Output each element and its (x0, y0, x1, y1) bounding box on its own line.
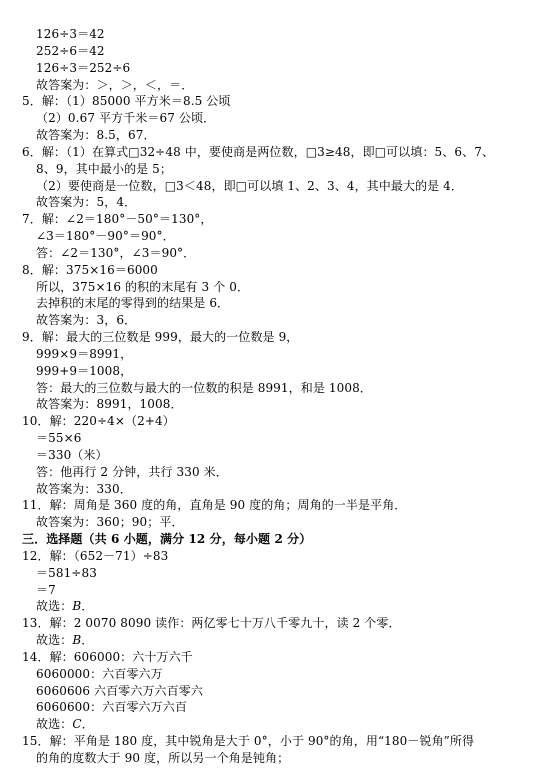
question-heading: 9．解：最大的三位数是 999，最大的一位数是 9， (22, 330, 299, 345)
text-line: 故答案为：＞，＞，＜，＝． (36, 77, 194, 92)
text-line: ∠3＝180°－90°＝90°． (36, 229, 175, 244)
text-line: 999×9＝8991， (36, 346, 133, 361)
question-heading: 14．解：606000：六十万六千 (22, 649, 193, 664)
text-line: 故答案为：330． (36, 481, 132, 496)
text-line: ＝7 (36, 582, 56, 597)
text-line: 故选：C． (36, 717, 94, 732)
text-line: 故答案为：5，4． (36, 195, 137, 210)
text-line: 答：∠2＝130°，∠3＝90°． (36, 245, 196, 260)
text-line: ＝330（米） (36, 447, 108, 462)
section-heading: 三．选择题（共 6 小题，满分 12 分，每小题 2 分） (22, 532, 312, 547)
text-line: 252÷6＝42 (36, 43, 105, 58)
question-heading: 13．解：2 0070 8090 读作：两亿零七十万八千零九十，读 2 个零． (22, 616, 401, 631)
text-line: 所以，375×16 的积的末尾有 3 个 0． (36, 279, 250, 294)
text-line: 6060600：六百零六万六百 (36, 700, 187, 715)
question-heading: 11．解：周角是 360 度的角，直角是 90 度的角；周角的一半是平角． (22, 498, 407, 513)
question-heading: 15．解：平角是 180 度，其中锐角是大于 0°，小于 90°的角，用“180－锐角”所得 (22, 734, 475, 749)
text-line: 故答案为：360；90；平． (36, 515, 184, 530)
text-line: 6060606 六百零六万六百零六 (36, 683, 203, 698)
question-heading: 12．解：（652－71）÷83 (22, 548, 169, 563)
option-letter: B (72, 633, 82, 648)
text-line: 故选：B． (36, 599, 94, 614)
text-line: 999+9＝1008， (36, 363, 133, 378)
question-heading: 7．解：∠2＝180°－50°＝130°， (22, 212, 213, 227)
option-letter: C (72, 717, 82, 732)
question-heading: 10．解：220÷4×（2+4） (22, 414, 175, 429)
text-line: （2）0.67 平方千米＝67 公顷． (36, 111, 216, 126)
text-line: 126÷3＝252÷6 (36, 60, 131, 75)
question-heading: 6．解：（1）在算式□32÷48 中，要使商是两位数，□3≥48，即□可以填：5、6、7、 (22, 144, 495, 159)
text-line: 故答案为：8.5，67． (36, 128, 156, 143)
question-heading: 8．解：375×16＝6000 (22, 262, 158, 277)
text-line: 126÷3＝42 (36, 27, 105, 41)
text-line: 故答案为：3，6． (36, 313, 137, 328)
question-heading: 5．解：（1）85000 平方米＝8.5 公顷 (22, 94, 231, 109)
text-line: ＝581÷83 (36, 565, 97, 580)
text-line: 故答案为：8991，1008． (36, 397, 183, 412)
text-line: （2）要使商是一位数，□3＜48，即□可以填 1、2、3、4，其中最大的是 4． (36, 178, 464, 193)
text-line: 答：最大的三位数与最大的一位数的积是 8991，和是 1008． (36, 380, 372, 395)
option-letter: B (72, 599, 82, 614)
text-line: 6060000：六百零六万 (36, 666, 163, 681)
text-line: 的角的度数大于 90 度，所以另一个角是钝角； (36, 751, 290, 765)
text-line: ＝55×6 (36, 431, 82, 446)
text-line: 去掉积的末尾的零得到的结果是 6． (36, 296, 230, 311)
text-line: 故选：B． (36, 633, 94, 648)
text-line: 8、9，其中最小的是 5； (36, 161, 173, 176)
text-line: 答：他再行 2 分钟，共行 330 米． (36, 464, 228, 479)
